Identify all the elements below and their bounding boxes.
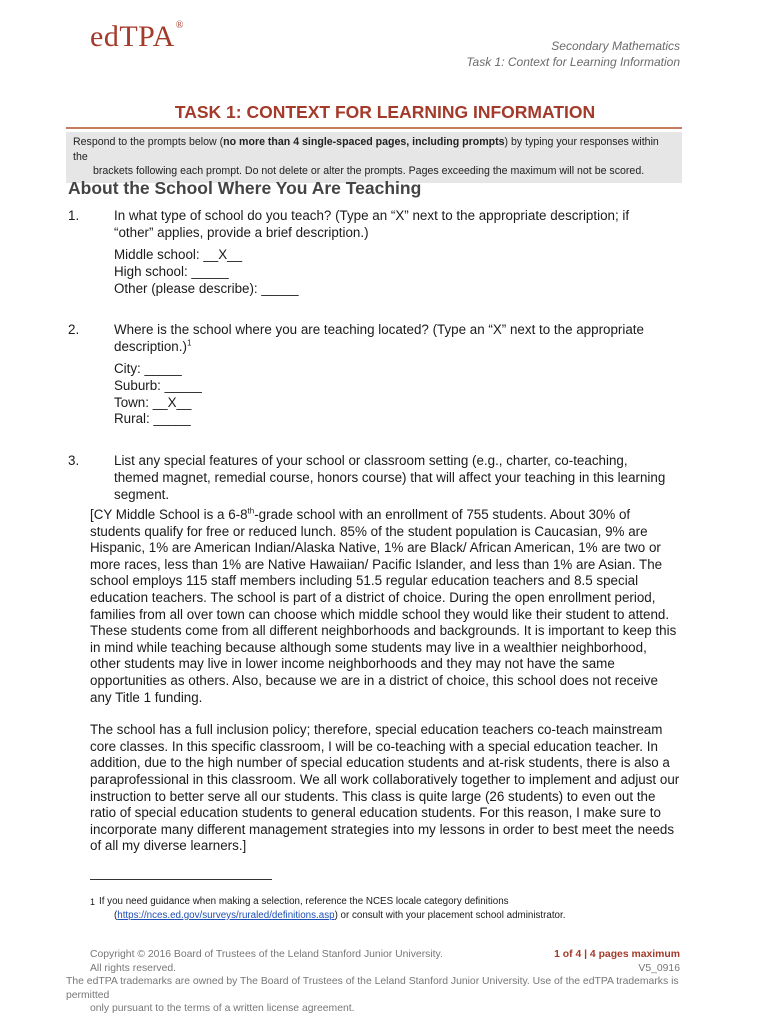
instructions-box: Respond to the prompts below (no more than 4 single-spaced pages, including prompts) by typing your responses within the brackets following each prompt. Do not delete or alter the prompts. Pages exceeding the maximum will not be scored. (66, 132, 682, 183)
footer-copyright: Copyright © 2016 Board of Trustees of the Leland Stanford Junior University. All rights reserved. (90, 949, 443, 974)
page-title: TASK 1: CONTEXT FOR LEARNING INFORMATION (174, 102, 596, 122)
page-count: 1 of 4 | 4 pages maximum (554, 949, 680, 960)
question-2: 2. Where is the school where you are teaching located? (Type an “X” next to the appropriate description.)$^1$ (68, 322, 644, 354)
header-task: Task 1: Context for Learning Information (466, 55, 680, 69)
footer-trademark: The edTPA trademarks are owned by The Board of Trustees of the Leland Stanford Junior University. Use of the edTPA trademarks is permitted only pursuant to the terms of a written license agreement. (66, 976, 679, 1014)
nces-link[interactable]: https://nces.ed.gov/surveys/ruraled/definitions.asp (117, 910, 335, 921)
answer-line: City: _____ (114, 361, 182, 376)
header-subject: Secondary Mathematics (551, 39, 680, 53)
response-paragraph-1: [CY Middle School is a 6-8th-grade school with an enrollment of 755 students. About 30% of students qualify for free or reduced lunch. 85% of the student population is Caucasian, 9% are Hispanic, 1% are American Indian/Alaska Native, 1% are Black/ African American, 1% are two or more races, less than 1% are Native Hawaiian/ Pacific Islander, and less than 1% are Asian. The school employs 115 staff members including 51.5 regular education teachers and 8.5 special education teachers. The school is part of a district of choice. During the open enrollment period, families from all over town can choose which middle school they would like their student to attend. These students come from all different neighborhoods and backgrounds. It is important to keep this in mind while teaching because although some students may live in a wealthier neighborhood, other students may live in lower income neighborhoods and they may not have the same opportunities as others. Also, because we are in a district of choice, this school does not receive any Title 1 funding. (90, 506, 677, 705)
question-1: 1. In what type of school do you teach? (Type an “X” next to the appropriate description; if “other” applies, provide a brief description.) (68, 208, 630, 240)
footnote-divider (90, 879, 272, 880)
title-divider (66, 127, 682, 129)
footnote: 1 If you need guidance when making a selection, reference the NCES locale category definitions (https://nces.ed.gov/surveys/ruraled/definitions.asp) or consult with your placement school administrator. (90, 896, 566, 921)
header-info (466, 38, 680, 70)
section-heading: About the School Where You Are Teaching (68, 178, 422, 198)
answer-line: High school: _____ (114, 263, 229, 279)
edtpa-logo: edTPA® (90, 20, 184, 53)
footnote-ref: 1 (186, 338, 192, 348)
response-paragraph-2: The school has a full inclusion policy; therefore, special education teachers co-teach mainstream core classes. In this specific classroom, I will be co-teaching with a special education teacher. In addition, due to the high number of special education students and at-risk students, there is also a paraprofessional in this classroom. We all work collaboratively together to implement and adjust our instruction to better serve all our students. This class is quite large (26 students) to even out the ratio of special education students to general education students. For this reason, I make sure to incorporate many different management strategies into my lessons in order to best meet the needs of all my diverse learners.] (90, 722, 680, 854)
question-3-response (90, 507, 680, 855)
footer-page-info (554, 948, 680, 975)
answer-line: Suburb: _____ (114, 377, 202, 393)
version: V5_0916 (638, 962, 680, 974)
question-3: 3. List any special features of your school or classroom setting (e.g., charter, co-teaching, themed magnet, remedial course, honors course) that will affect your teaching in this learning segment. (68, 453, 666, 502)
question-1-answers (114, 247, 299, 297)
answer-line: Rural: _____ (114, 411, 191, 427)
answer-line: Other (please describe): _____ (114, 280, 299, 296)
question-2-answers (114, 361, 202, 428)
answer-line: Town: __X__ (114, 394, 192, 410)
answer-line: Middle school: __X__ (114, 247, 243, 262)
